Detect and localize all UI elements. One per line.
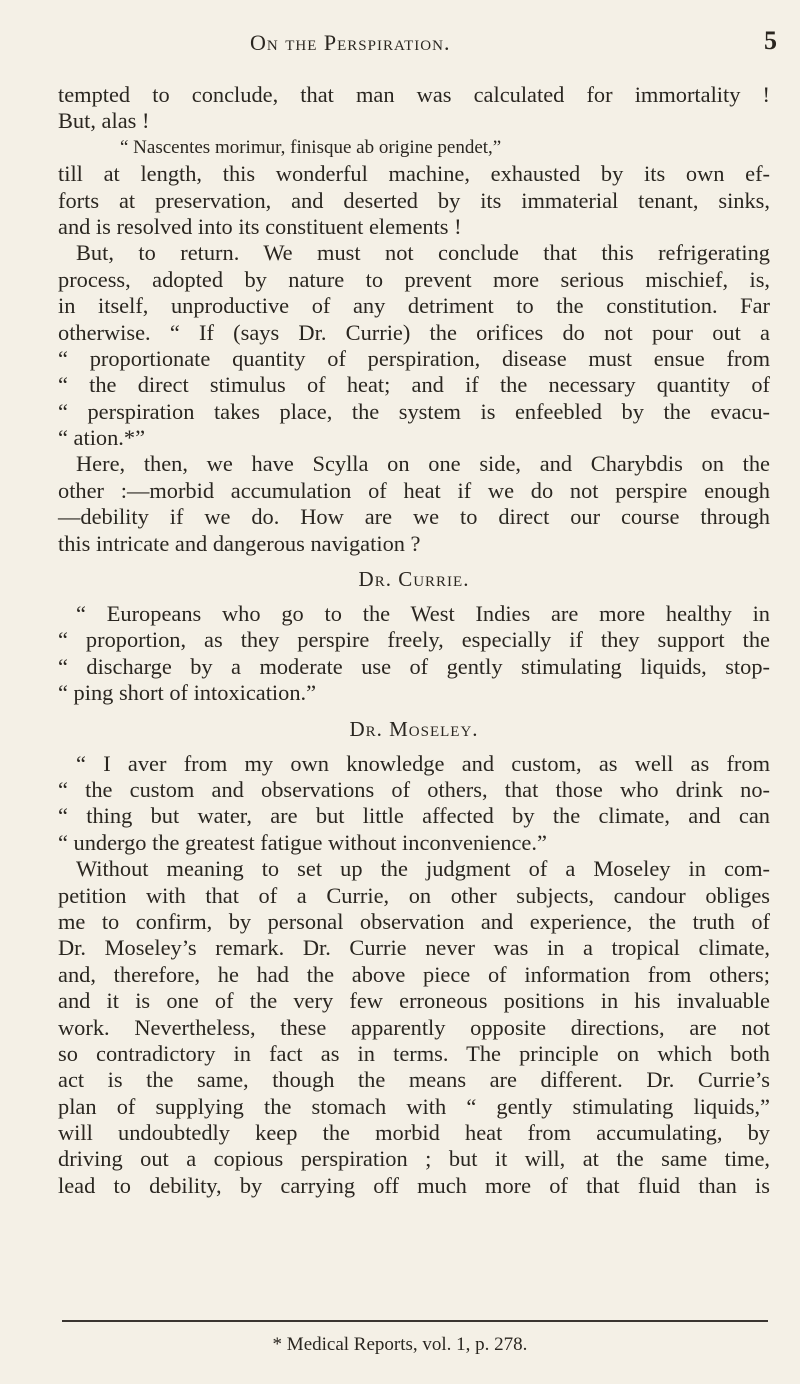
- heading-text: Dr. Moseley.: [349, 716, 479, 741]
- verse-quotation: “ Nascentes morimur, finisque ab origine pendet,”: [120, 136, 502, 158]
- text-line: Here, then, we have Scylla on one side, and Charybdis on the: [76, 451, 770, 477]
- text-line: me to confirm, by personal observation and experience, the truth of: [58, 908, 770, 934]
- text-line: “ proportionate quantity of perspiration, disease must ensue from: [58, 345, 770, 371]
- text-line: process, adopted by nature to prevent more serious mischief, is,: [58, 266, 770, 292]
- text-line: so contradictory in fact as in terms. The principle on which both: [58, 1040, 770, 1066]
- text-line: “ I aver from my own knowledge and custom, as well as from: [76, 750, 770, 776]
- text-line: Dr. Moseley’s remark. Dr. Currie never was in a tropical climate,: [58, 935, 770, 961]
- text-line: will undoubtedly keep the morbid heat from accumulating, by: [58, 1120, 770, 1146]
- section-heading-currie: [58, 557, 770, 601]
- text-line: “ the custom and observations of others, that those who drink no-: [58, 776, 770, 802]
- text-line: “ thing but water, are but little affected by the climate, and can: [58, 803, 770, 829]
- text-line: till at length, this wonderful machine, exhausted by its own ef-: [58, 161, 770, 187]
- text-line: act is the same, though the means are different. Dr. Currie’s: [58, 1067, 770, 1093]
- text-line: petition with that of a Currie, on other subjects, candour obliges: [58, 882, 770, 908]
- text-line: Without meaning to set up the judgment of a Moseley in com-: [76, 856, 770, 882]
- heading-text: Dr. Currie.: [358, 567, 470, 592]
- text-line: “ ping short of intoxication.”: [58, 680, 317, 706]
- text-line: and, therefore, he had the above piece of information from others;: [58, 961, 770, 987]
- section-heading-moseley: [58, 707, 770, 751]
- text-line: otherwise. “ If (says Dr. Currie) the orifices do not pour out a: [58, 319, 770, 345]
- page-number: 5: [764, 26, 777, 55]
- text-line: “ undergo the greatest fatigue without inconvenience.”: [58, 829, 547, 855]
- text-line: But, to return. We must not conclude that this refrigerating: [76, 240, 770, 266]
- text-line: work. Nevertheless, these apparently opposite directions, are not: [58, 1014, 770, 1040]
- text-line: and it is one of the very few erroneous positions in his invaluable: [58, 988, 770, 1014]
- text-line: But, alas !: [58, 108, 150, 134]
- text-line: “ ation.*”: [58, 425, 146, 451]
- footnote-rule: [62, 1320, 768, 1322]
- text-line: this intricate and dangerous navigation ?: [58, 530, 421, 556]
- text-line: other :—morbid accumulation of heat if we do not perspire enough: [58, 477, 770, 503]
- running-head: [0, 22, 800, 58]
- text-line: “ proportion, as they perspire freely, especially if they support the: [58, 627, 770, 653]
- text-line: in itself, unproductive of any detriment to the constitution. Far: [58, 293, 770, 319]
- text-line: “ Europeans who go to the West Indies are more healthy in: [76, 601, 770, 627]
- body-text: [58, 82, 770, 1199]
- text-line: driving out a copious perspiration ; but it will, at the same time,: [58, 1146, 770, 1172]
- text-line: “ discharge by a moderate use of gently stimulating liquids, stop-: [58, 653, 770, 679]
- footnote: * Medical Reports, vol. 1, p. 278.: [272, 1334, 528, 1355]
- text-line: forts at preservation, and deserted by its immaterial tenant, sinks,: [58, 187, 770, 213]
- text-line: “ the direct stimulus of heat; and if the necessary quantity of: [58, 372, 770, 398]
- text-line: tempted to conclude, that man was calculated for immortality !: [58, 82, 770, 107]
- running-title: On the Perspiration.: [250, 30, 451, 55]
- text-line: plan of supplying the stomach with “ gently stimulating liquids,”: [58, 1093, 770, 1119]
- text-line: lead to debility, by carrying off much more of that fluid than is: [58, 1172, 770, 1198]
- text-line: —debility if we do. How are we to direct our course through: [58, 504, 770, 530]
- text-line: and is resolved into its constituent elements !: [58, 213, 462, 239]
- text-line: “ perspiration takes place, the system is enfeebled by the evacu-: [58, 398, 770, 424]
